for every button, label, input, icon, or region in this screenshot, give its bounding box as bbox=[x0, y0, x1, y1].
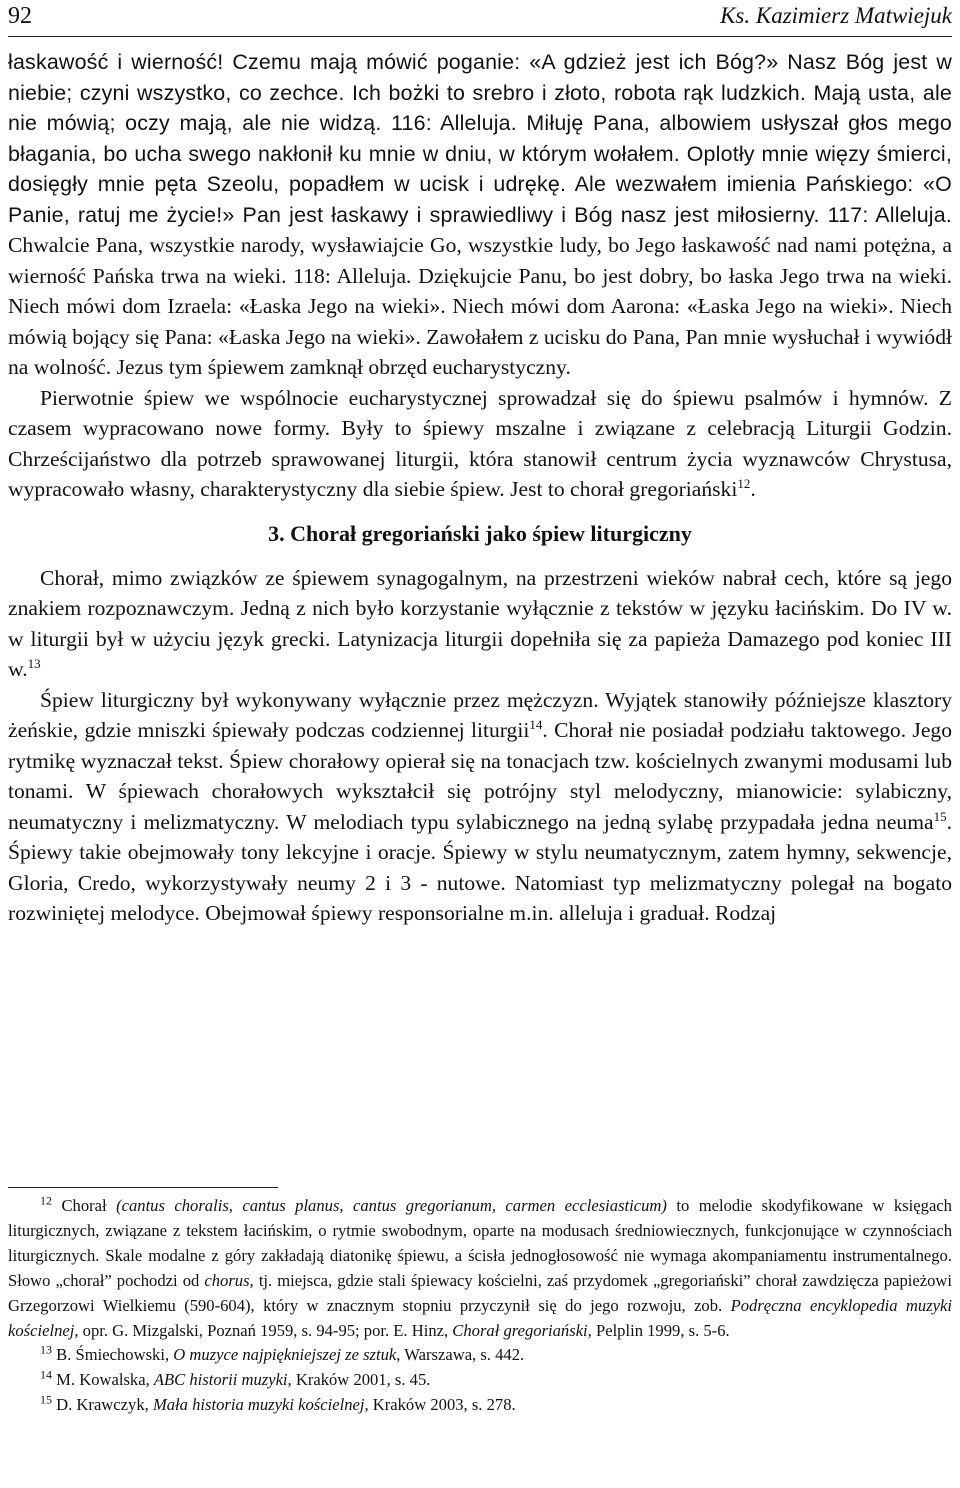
footnote-ref-13[interactable]: 13 bbox=[27, 655, 41, 671]
footnotes bbox=[8, 1194, 952, 1418]
chant-origin-paragraph: Pierwotnie śpiew we wspólnocie eucharystycznej sprowadzał się do śpiewu psalmów i hymnów. Z czasem wypracowano nowe formy. Były to śpiewy mszalne i związane z celebracją Liturgii Godzin. Chrześcijaństwo dla potrzeb sprawowanej liturgii, która stanowił centrum życia wyznawców Chrystusa, wypracowało własny, charakterystyczny dla siebie śpiew. Jest to chorał gregoriański$^{12}$. bbox=[8, 385, 952, 501]
footnote-ref-15[interactable]: 15 bbox=[933, 808, 947, 824]
chant-origin-text: Pierwotnie śpiew we wspólnocie eucharystycznej sprowadzał się do śpiewu psalmów i hymnów. Z czasem wypracowano nowe formy. Były to śpiewy mszalne i związane z celebracją Liturgii Godzin. Chrześcijaństwo dla potrzeb sprawowanej liturgii, która stanowił centrum życia wyznawców Chrystusa, wypracowało własny, charakterystyczny dla siebie śpiew. Jest to chorał gregoriański bbox=[8, 385, 952, 501]
footnote-12: $^{12}$ Chorał (cantus choralis, cantus planus, cantus gregorianum, carmen ecclesiasticum) to melodie skodyfikowane w księgach liturgicznych, związane z tekstem łacińskim, o rytmie swobodnym, oparte na modusach średniowiecznych, funkcjonujące w czynnościach liturgicznych. Skale modalne z góry zakładają diatonikę śpiewu, a ścisła jednogłosowość nie wymaga akompaniamentu instrumentalnego. Słowo „chorał” pochodzi od chorus, tj. miejsca, gdzie stali śpiewacy kościelni, zaś przydomek „gregoriański” chorał zawdzięcza papieżowi Grzegorzowi Wielkiemu (590-604), który w znacznym stopniu przyczynił się do jego rozwoju, zob. Podręczna encyklopedia muzyki kościelnej, opr. G. Mizgalski, Poznań 1959, s. 94-95; por. E. Hinz, Chorał gregoriański, Pelplin 1999, s. 5-6. bbox=[8, 1193, 953, 1340]
page-header bbox=[8, 0, 952, 37]
styles-paragraph: Śpiew liturgiczny był wykonywany wyłącznie przez mężczyzn. Wyjątek stanowiły późniejsze klasztory żeńskie, gdzie mniszki śpiewały podczas codziennej liturgii$^{14}$. Chorał nie posiadał podziału taktowego. Jego rytmikę wyznaczał tekst. Śpiew chorałowy opierał się na tonacjach tzw. kościelnych zwanymi modusami lub tonami. W śpiewach chorałowych wykształcił się potrójny styl melodyczny, mianowicie: sylabiczny, neumatyczny i melizmatyczny. W melodiach typu sylabicznego na jedną sylabę przypadała jedna neuma$^{15}$. Śpiewy takie obejmowały tony lekcyjne i oracje. Śpiewy w stylu neumatycznym, zatem hymny, sekwencje, Gloria, Credo, wykorzystywały neumy 2 i 3 - nutowe. Natomiast typ melizmatyczny polegał na bogato rozwiniętej melodyce. Obejmował śpiewy responsorialne m.in. alleluja i graduał. Rodzaj bbox=[8, 687, 952, 925]
footnote-13: $^{13}$ B. Śmiechowski, O muzyce najpiękniejszej ze sztuk, Warszawa, s. 442. bbox=[40, 1342, 525, 1365]
psalm-quote-sans: łaskawość i wierność! Czemu mają mówić poganie: «A gdzież jest ich Bóg?» Nasz Bóg jest w niebie; czyni wszystko, co zechce. Ich bożki to srebro i złoto, robota rąk ludzkich. Mają usta, ale nie mówią; oczy mają, ale nie widzą. 116: Alleluja. Miłuję Pana, albowiem usłyszał głos mego błagania, bo ucha swego nakłonił ku mnie w dniu, w którym wołałem. Oplotły mnie więzy śmierci, dosięgły mnie pęta Szeolu, popadłem w ucisk i udrękę. Ale wezwałem imienia Pańskiego: «O Panie, ratuj me życie!» Pan jest łaskawy i sprawiedliwy i Bóg nasz jest miłosierny. 117: Alleluja. bbox=[8, 50, 952, 227]
footnote-14: $^{14}$ M. Kowalska, ABC historii muzyki, Kraków 2001, s. 45. bbox=[40, 1367, 431, 1390]
psalm-quote-paragraph bbox=[8, 47, 952, 383]
footnote-separator bbox=[8, 1187, 278, 1188]
page-number: 92 bbox=[8, 3, 32, 29]
section-heading: 3. Chorał gregoriański jako śpiew liturgiczny bbox=[268, 520, 692, 546]
footnote-ref-12[interactable]: 12 bbox=[737, 475, 751, 491]
psalm-quote-serif: Chwalcie Pana, wszystkie narody, wysławiajcie Go, wszystkie ludy, bo Jego łaskawość nad nami potężna, a wierność Pańska trwa na wieki. 118: Alleluja. Dziękujcie Panu, bo jest dobry, bo łaska Jego trwa na wieki. Niech mówi dom Izraela: «Łaska Jego na wieki». Niech mówi dom Aarona: «Łaska Jego na wieki». Niech mówią bojący się Pana: «Łaska Jego na wieki». Zawołałem z ucisku do Pana, Pan mnie wysłuchał i wywiódł na wolność. Jezus tym śpiewem zamknął obrzęd eucharystyczny. bbox=[8, 233, 952, 379]
latin-text: Chorał, mimo związków ze śpiewem synagogalnym, na przestrzeni wieków nabrał cech, które są jego znakiem rozpoznawczym. Jedną z nich było korzystanie wyłącznie z tekstów w języku łacińskim. Do IV w. w liturgii był w użyciu język grecki. Latynizacja liturgii dopełniła się za papieża Damazego pod koniec III w. bbox=[8, 565, 952, 681]
footnote-ref-14[interactable]: 14 bbox=[529, 716, 543, 732]
main-text bbox=[8, 47, 952, 929]
footnote-15: $^{15}$ D. Krawczyk, Mała historia muzyki kościelnej, Kraków 2003, s. 278. bbox=[40, 1392, 516, 1415]
running-head: Ks. Kazimierz Matwiejuk bbox=[720, 3, 952, 28]
latin-paragraph bbox=[8, 563, 952, 685]
